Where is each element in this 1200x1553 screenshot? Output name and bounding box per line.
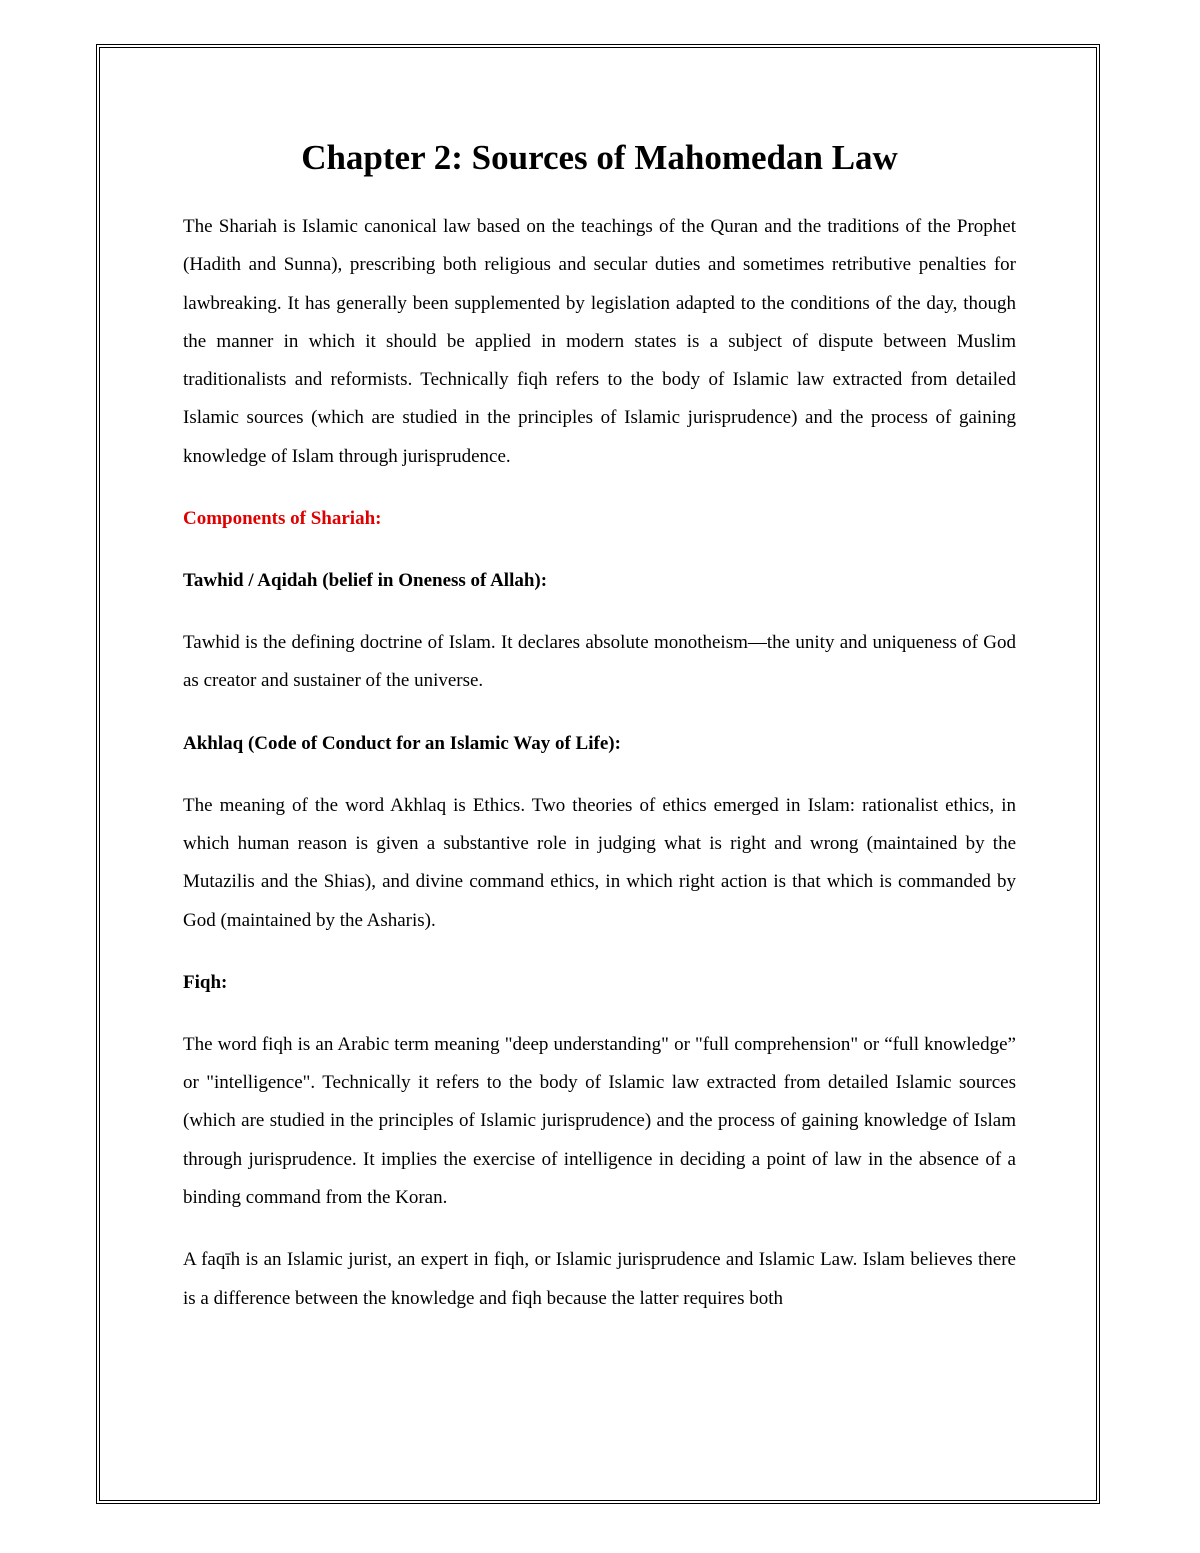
document-body — [183, 136, 1016, 1342]
tawhid-paragraph: Tawhid is the defining doctrine of Islam. It declares absolute monotheism—the unity and uniqueness of God as creator and sustainer of the universe. — [183, 632, 1016, 692]
intro-paragraph: The Shariah is Islamic canonical law based on the teachings of the Quran and the traditions of the Prophet (Hadith and Sunna), prescribing both religious and secular duties and sometimes retributive penalties for lawbreaking. It has generally been supplemented by legislation adapted to the conditions of the day, though the manner in which it should be applied in modern states is a subject of dispute between Muslim traditionalists and reformists. Technically fiqh refers to the body of Islamic law extracted from detailed Islamic sources (which are studied in the principles of Islamic jurisprudence) and the process of gaining knowledge of Islam through jurisprudence. — [183, 216, 1016, 467]
fiqh-paragraph-1: The word fiqh is an Arabic term meaning "deep understanding" or "full comprehension" or “full knowledge” or "intelligence". Technically it refers to the body of Islamic law extracted from detailed Islamic sources (which are studied in the principles of Islamic jurisprudence) and the process of gaining knowledge of Islam through jurisprudence. It implies the exercise of intelligence in deciding a point of law in the absence of a binding command from the Koran. — [183, 1033, 1016, 1209]
fiqh-heading: Fiqh: — [183, 971, 228, 993]
components-heading: Components of Shariah: — [183, 508, 382, 530]
page-title: Chapter 2: Sources of Mahomedan Law — [301, 138, 898, 177]
fiqh-paragraph-2: A faqīh is an Islamic jurist, an expert in fiqh, or Islamic jurisprudence and Islamic Law. Islam believes there is a difference between the knowledge and fiqh because the latter requires both — [183, 1249, 1016, 1309]
akhlaq-heading: Akhlaq (Code of Conduct for an Islamic Way of Life): — [183, 732, 621, 754]
tawhid-heading: Tawhid / Aqidah (belief in Oneness of Allah): — [183, 570, 548, 592]
akhlaq-paragraph: The meaning of the word Akhlaq is Ethics. Two theories of ethics emerged in Islam: rationalist ethics, in which human reason is given a substantive role in judging what is right and wrong (maintained by the Mutazilis and the Shias), and divine command ethics, in which right action is that which is commanded by God (maintained by the Asharis). — [183, 794, 1016, 931]
